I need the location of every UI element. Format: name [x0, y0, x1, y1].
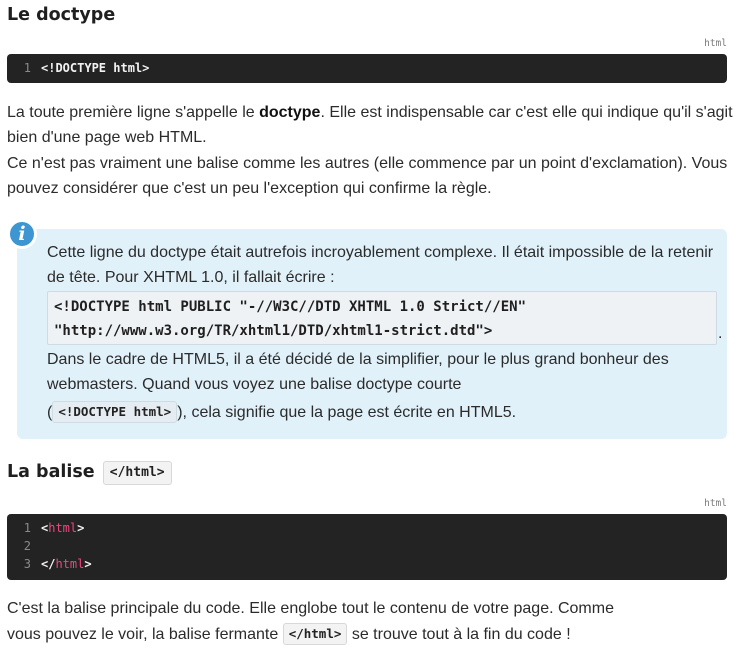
- code-block-html: [7, 514, 727, 580]
- paragraph-html-main: C'est la balise principale du code. Elle englobe tout le contenu de votre page. Comme: [7, 600, 614, 617]
- heading-inline-code: </html>: [103, 461, 172, 485]
- note-period: .: [718, 325, 723, 342]
- code-tag-name: html: [55, 557, 85, 571]
- note-code-line: "http://www.w3.org/TR/xhtml1/DTD/xhtml1-strict.dtd">: [54, 323, 493, 339]
- text-span: La toute première ligne s'appelle le: [7, 104, 260, 121]
- text-span: ), cela signifie que la page est écrite en HTML5.: [177, 404, 517, 421]
- note-text-html5: Dans le cadre de HTML5, il a été décidé de la simplifier, pour le plus grand bonheur des webmasters. Quand vous voyez une balise doctype courte: [47, 351, 669, 393]
- paragraph-doctype-intro: [7, 100, 733, 150]
- line-number: 2: [23, 539, 31, 553]
- code-line: [7, 59, 727, 77]
- code-block-doctype: [7, 54, 727, 83]
- text-span: . Elle est indispensable car c'est elle qui indique qu'il s'agit bien d'une page web HTML.: [7, 104, 733, 146]
- code-language-label: html: [704, 498, 727, 509]
- line-number: 1: [23, 61, 31, 75]
- paragraph-html-closing: [7, 622, 733, 647]
- code-punct: <: [41, 521, 49, 535]
- text-span: se trouve tout à la fin du code !: [347, 626, 571, 643]
- code-punct: </: [41, 557, 56, 571]
- heading-doctype: [7, 5, 115, 25]
- code-text: <!DOCTYPE html>: [41, 61, 150, 75]
- text-span: vous pouvez le voir, la balise fermante: [7, 626, 283, 643]
- note-code-line: <!DOCTYPE html PUBLIC "-//W3C//DTD XHTML 1.0 Strict//EN": [54, 299, 527, 315]
- code-line: [7, 555, 727, 573]
- bold-term: doctype: [259, 104, 321, 121]
- line-number: 1: [23, 521, 31, 535]
- inline-code-closing-html: </html>: [283, 623, 348, 645]
- code-line: [7, 537, 727, 555]
- paragraph-doctype-exception: Ce n'est pas vraiment une balise comme les autres (elle commence par un point d'exclamation). Vous pouvez considérer que c'est un peu l'exception qui confirme la règle.: [7, 155, 728, 197]
- code-punct: >: [84, 557, 92, 571]
- code-tag-name: html: [48, 521, 78, 535]
- text-span: (: [47, 404, 53, 421]
- note-text-intro: Cette ligne du doctype était autrefois incroyablement complexe. Il était impossible de la retenir de tête. Pour XHTML 1.0, il fallait écrire :: [47, 244, 714, 286]
- heading-doctype-text: Le doctype: [7, 5, 116, 25]
- inline-code-doctype: <!DOCTYPE html>: [52, 401, 177, 423]
- heading-balise-html: [7, 461, 172, 485]
- code-language-label: html: [704, 38, 727, 49]
- code-line: [7, 519, 727, 537]
- note-code-xhtml-doctype: [47, 291, 717, 345]
- note-text-conclusion: [47, 400, 723, 425]
- heading-balise-text: La balise: [7, 462, 95, 482]
- line-number: 3: [23, 557, 31, 571]
- info-icon: i: [7, 219, 37, 249]
- code-punct: >: [77, 521, 85, 535]
